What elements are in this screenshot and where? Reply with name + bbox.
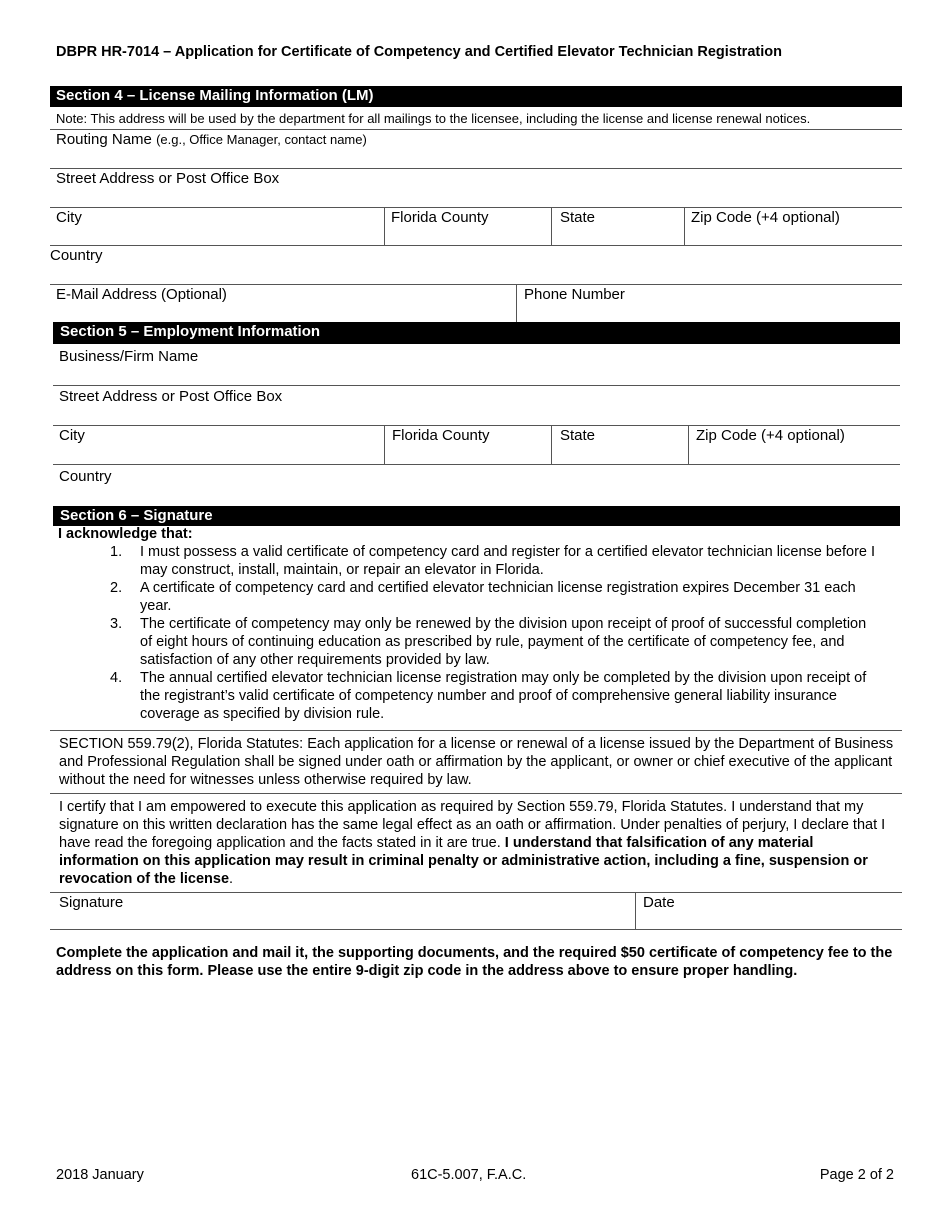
mailing-instructions: Complete the application and mail it, the supporting documents, and the required $50 certificate of competency fee to the address on this form. Please use the entire 9-digit zip code in the address above to ensure proper handling.: [56, 945, 893, 979]
lm-street-field[interactable]: Street Address or Post Office Box: [56, 170, 280, 187]
form-title: DBPR HR-7014 – Application for Certificate of Competency and Certified Elevator Technician Registration: [56, 44, 782, 60]
phone-field[interactable]: Phone Number: [524, 286, 625, 303]
certification-text: I certify that I am empowered to execute this application as required by Section 559.79, Florida Statutes. I understand that my signature on this written declaration has the same legal effect as an oath or affirmation. Under penalties of perjury, I declare that I have read the foregoing application and the facts stated in it are true. I understand that falsification of any material information on this application may result in criminal penalty or administrative action, including a fine, suspension or revocation of the license.: [59, 799, 886, 887]
divider: [50, 284, 902, 285]
statute-text: SECTION 559.79(2), Florida Statutes: Each application for a license or renewal of a license issued by the Department of Business and Professional Regulation shall be signed under oath or affirmation by the applicant, or owner or chief executive of the applicant without the need for witnesses unless otherwise required by law.: [59, 736, 894, 788]
routing-name-hint: (e.g., Office Manager, contact name): [156, 132, 367, 147]
lm-zip-field[interactable]: Zip Code (+4 optional): [691, 209, 840, 226]
emp-street-field[interactable]: Street Address or Post Office Box: [59, 388, 283, 405]
divider: [635, 892, 636, 930]
divider: [688, 425, 689, 465]
divider: [551, 425, 552, 465]
emp-zip-field[interactable]: Zip Code (+4 optional): [696, 427, 845, 444]
list-item: 3. The certificate of competency may only be renewed by the division upon receipt of proof of successful completion of eight hours of continuing education as prescribed by rule, payment of the certificate of competency fee, and satisfaction of any other requirements provided by law.: [110, 616, 867, 668]
email-field[interactable]: E-Mail Address (Optional): [56, 286, 227, 303]
routing-name-label: Routing Name: [56, 131, 152, 148]
footer-page-number: Page 2 of 2: [819, 1167, 894, 1183]
divider: [684, 207, 685, 246]
list-item: 2. A certificate of competency card and certified elevator technician license registration expires December 31 each year.: [110, 580, 856, 614]
lm-city-field[interactable]: City: [56, 209, 82, 226]
divider: [53, 464, 900, 465]
section6-header: Section 6 – Signature: [53, 506, 900, 526]
section4-header: Section 4 – License Mailing Information (LM): [50, 86, 902, 107]
lm-state-field[interactable]: State: [560, 209, 596, 226]
divider: [50, 730, 902, 731]
divider: [384, 207, 385, 246]
emp-country-field[interactable]: Country: [59, 468, 112, 485]
divider: [50, 892, 902, 893]
acknowledgement-list: [110, 543, 880, 723]
emp-county-field[interactable]: Florida County: [392, 427, 490, 444]
footer-date: 2018 January: [56, 1167, 144, 1183]
lm-county-field[interactable]: Florida County: [391, 209, 489, 226]
divider: [50, 207, 902, 208]
divider: [50, 793, 902, 794]
business-name-field[interactable]: Business/Firm Name: [59, 348, 199, 365]
divider: [53, 385, 900, 386]
section5-header: Section 5 – Employment Information: [53, 322, 900, 344]
divider: [50, 245, 902, 246]
date-field[interactable]: Date: [643, 894, 675, 911]
divider: [50, 929, 902, 930]
lm-country-field[interactable]: Country: [50, 247, 103, 264]
divider: [50, 129, 902, 130]
divider: [551, 207, 552, 246]
section4-note: Note: This address will be used by the department for all mailings to the licensee, including the license and license renewal notices.: [56, 111, 811, 126]
divider: [53, 425, 900, 426]
divider: [50, 168, 902, 169]
signature-field[interactable]: Signature: [59, 894, 124, 911]
emp-city-field[interactable]: City: [59, 427, 85, 444]
divider: [384, 425, 385, 465]
divider: [516, 284, 517, 322]
list-item: 4. The annual certified elevator technician license registration may only be completed by the division upon receipt of the registrant’s valid certificate of competency number and proof of comprehensive general liability insurance coverage as specified by division rule.: [110, 670, 867, 722]
emp-state-field[interactable]: State: [560, 427, 596, 444]
list-item: 1. I must possess a valid certificate of competency card and register for a certified elevator technician license before I may construct, install, maintain, or repair an elevator in Florida.: [110, 544, 876, 578]
footer-rule: 61C-5.007, F.A.C.: [411, 1167, 527, 1183]
routing-name-field[interactable]: [56, 131, 367, 148]
acknowledge-heading: I acknowledge that:: [58, 526, 193, 542]
